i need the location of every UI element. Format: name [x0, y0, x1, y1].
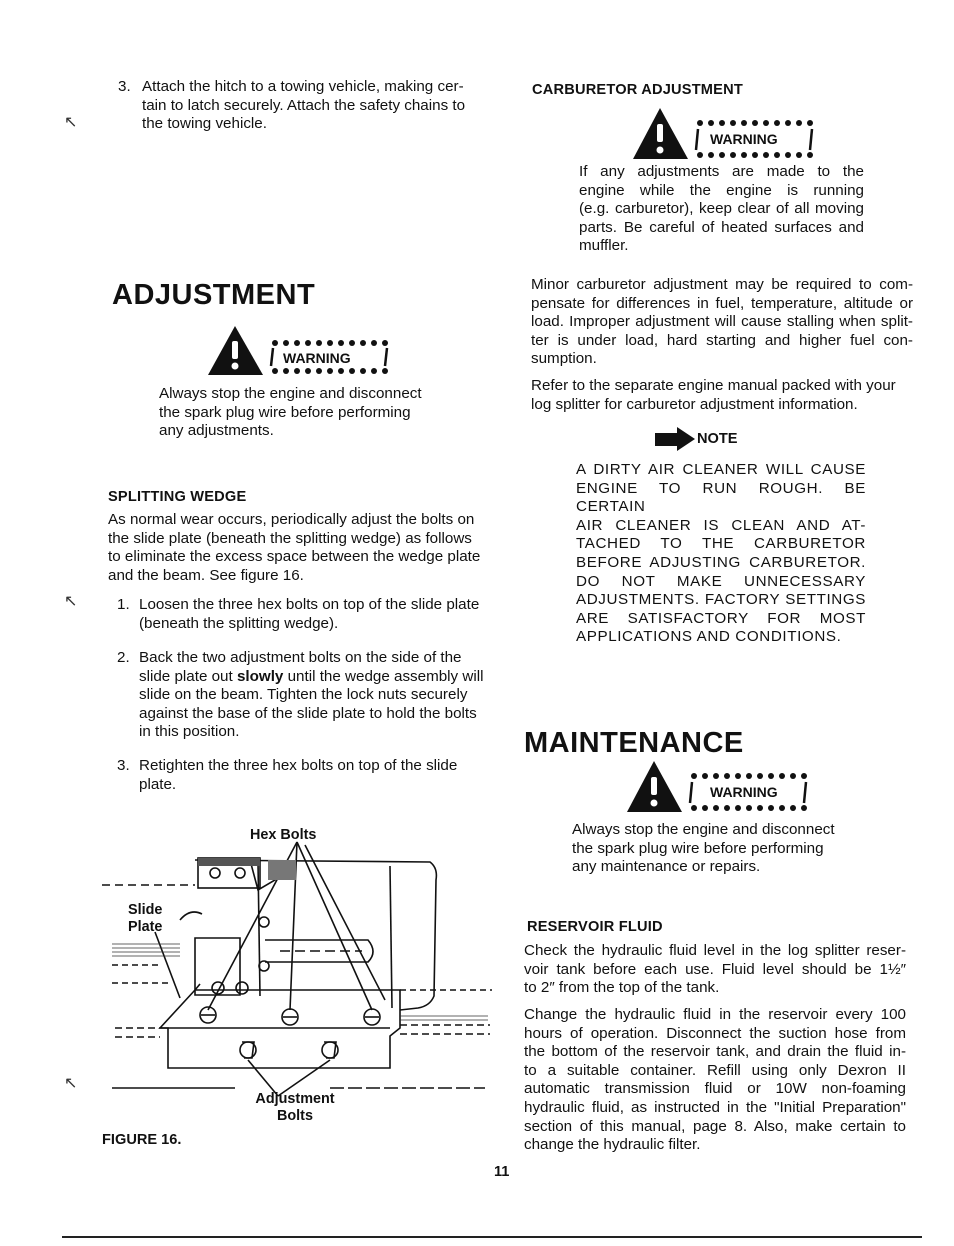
adjustment-heading: ADJUSTMENT — [112, 279, 316, 311]
reservoir-para-2: Change the hydraulic fluid in the reservoir every 100 hours of operation. Disconnect the suction hose from the bottom of the reservoir tank, and drain the fluid in- to a suitable container. Refill using only Dexron II automatic transmission fluid or 10W non-foaming hydraulic fluid, as instructed in the "Initial Preparation" section of this manual, page 8. Also, make certain to change the hydraulic filter. — [524, 1006, 906, 1154]
arrow-right-icon — [655, 426, 697, 452]
note-text: A DIRTY AIR CLEANER WILL CAUSE ENGINE TO RUN ROUGH. BE CERTAIN AIR CLEANER IS CLEAN AND AT- TACHED TO THE CARBURETOR BEFORE ADJUSTING CARBURETOR. DO NOT MAKE UNNECESSARY ADJUSTMENTS. FACTORY SETTINGS ARE SATISFACTORY FOR MOST APPLICATIONS AND CONDITIONS. — [576, 461, 866, 646]
label-slide-plate: Slide Plate — [128, 902, 163, 935]
reservoir-para-1: Check the hydraulic fluid level in the log splitter reser- voir tank before each use. Fluid level should be 1½″ to 2″ from the top of the tank. — [524, 942, 906, 997]
label-hex-bolts: Hex Bolts — [250, 827, 317, 843]
bottom-rule — [62, 1236, 922, 1238]
page-number: 11 — [494, 1164, 510, 1180]
maintenance-heading: MAINTENANCE — [524, 727, 744, 759]
warning-label: WARNING — [283, 350, 351, 366]
splitting-wedge-intro: As normal wear occurs, periodically adjust the bolts on the slide plate (beneath the splitting wedge) as follows to eliminate the excess space between the wedge plate and the beam. See figure 16. — [108, 511, 481, 584]
step-3-number: 3. — [117, 757, 130, 774]
note-label: NOTE — [697, 431, 738, 447]
hitch-step-text: Attach the hitch to a towing vehicle, making cer- tain to latch securely. Attach the safety chains to the towing vehicle. — [142, 78, 466, 133]
step-2-number: 2. — [117, 649, 130, 666]
maintenance-warning-text: Always stop the engine and disconnect the spark plug wire before performing any maintenance or repairs. — [572, 821, 835, 876]
adjustment-warning-banner — [205, 326, 395, 376]
carburetor-para-1: Minor carburetor adjustment may be required to com- pensate for differences in fuel, temperature, altitude or load. Improper adjustment will cause stalling when split- ter is under load, hard starting and higher fuel con- sumption. — [531, 276, 913, 368]
reservoir-fluid-heading: RESERVOIR FLUID — [527, 919, 663, 935]
carburetor-warning-banner — [630, 108, 820, 160]
margin-tick-mark: ↖ — [64, 1075, 78, 1092]
label-adjustment-bolts: Adjustment Bolts — [255, 1091, 335, 1124]
carburetor-adjustment-heading: CARBURETOR ADJUSTMENT — [532, 82, 743, 98]
adjustment-warning-text: Always stop the engine and disconnect the spark plug wire before performing any adjustments. — [159, 385, 422, 440]
step-1-text: Loosen the three hex bolts on top of the slide plate (beneath the splitting wedge). — [139, 596, 480, 632]
splitting-wedge-heading: SPLITTING WEDGE — [108, 489, 247, 505]
margin-tick-mark: ↖ — [64, 593, 78, 610]
warning-label: WARNING — [710, 131, 778, 147]
maintenance-warning-banner — [624, 761, 814, 813]
figure-16 — [100, 820, 500, 1124]
slide-plate-diagram — [100, 820, 500, 1120]
warning-label: WARNING — [710, 784, 778, 800]
margin-tick-mark: ↖ — [64, 114, 78, 131]
step-3-text: Retighten the three hex bolts on top of the slide plate. — [139, 757, 458, 793]
carburetor-warning-text: If any adjustments are made to the engine while the engine is running (e.g. carburetor), keep clear of all moving parts. Be careful of heated surfaces and muffler. — [579, 163, 864, 255]
step-2-text: Back the two adjustment bolts on the side of the slide plate out slowly until the wedge assembly will slide on the beam. Tighten the lock nuts securely against the base of the slide plate to hold the bolts in this position. — [139, 649, 484, 741]
carburetor-para-2: Refer to the separate engine manual packed with your log splitter for carburetor adjustment information. — [531, 377, 896, 413]
step-1-number: 1. — [117, 596, 130, 613]
figure-caption: FIGURE 16. — [102, 1132, 182, 1148]
hitch-step-number: 3. — [118, 78, 131, 95]
emphasis-slowly: slowly — [236, 667, 284, 685]
